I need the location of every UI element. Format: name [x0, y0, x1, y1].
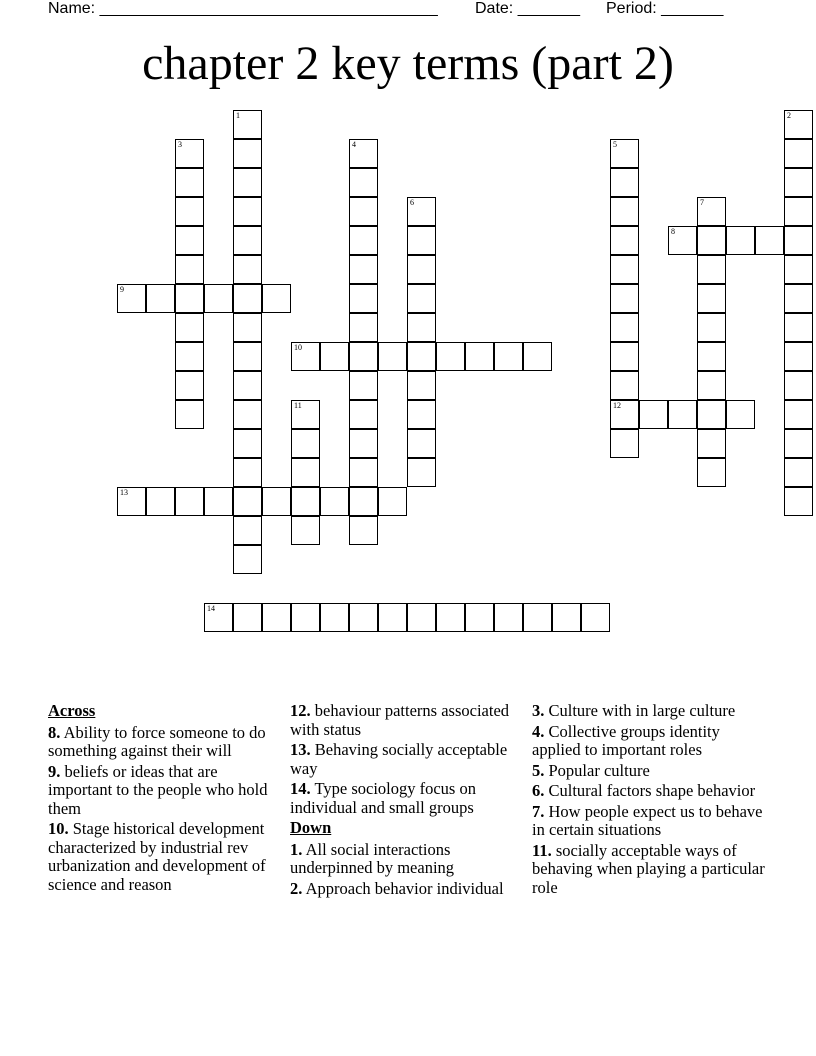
crossword-cell[interactable]: [291, 487, 320, 516]
clue-number: 10: [294, 343, 302, 352]
clue-number: 8: [671, 227, 675, 236]
crossword-cell[interactable]: [407, 197, 436, 226]
crossword-cell[interactable]: [378, 603, 407, 632]
crossword-cell[interactable]: [639, 400, 668, 429]
clue-down-2: 2. Approach behavior individual: [290, 878, 504, 898]
crossword-cell[interactable]: [175, 342, 204, 371]
crossword-cell[interactable]: [233, 400, 262, 429]
crossword-cell[interactable]: [784, 487, 813, 516]
crossword-cell[interactable]: [610, 400, 639, 429]
crossword-cell[interactable]: [726, 400, 755, 429]
crossword-cell[interactable]: [349, 284, 378, 313]
page-title: chapter 2 key terms (part 2): [142, 37, 674, 90]
crossword-cell[interactable]: [436, 603, 465, 632]
crossword-cell[interactable]: [784, 313, 813, 342]
crossword-cell[interactable]: [465, 603, 494, 632]
crossword-cell[interactable]: [291, 400, 320, 429]
crossword-cell[interactable]: [349, 342, 378, 371]
name-field-label: Name: ______________________________________: [48, 0, 438, 17]
clue-number: 14: [207, 604, 215, 613]
crossword-cell[interactable]: [465, 342, 494, 371]
clue-number: 1: [236, 111, 240, 120]
crossword-cell[interactable]: [610, 371, 639, 400]
crossword-cell[interactable]: [117, 487, 146, 516]
clue-number: 4: [352, 140, 356, 149]
crossword-cell[interactable]: [407, 603, 436, 632]
date-field-label: Date: _______: [475, 0, 580, 17]
crossword-cell[interactable]: [784, 458, 813, 487]
clue-across-13: 13. Behaving socially acceptable way: [290, 740, 508, 778]
crossword-cell[interactable]: [204, 284, 233, 313]
crossword-cell[interactable]: [697, 371, 726, 400]
crossword-cell[interactable]: [552, 603, 581, 632]
crossword-cell[interactable]: [349, 458, 378, 487]
crossword-cell[interactable]: [233, 429, 262, 458]
crossword-cell[interactable]: [175, 197, 204, 226]
crossword-cell[interactable]: [175, 139, 204, 168]
crossword-cell[interactable]: [204, 603, 233, 632]
crossword-cell[interactable]: [146, 284, 175, 313]
crossword-cell[interactable]: [233, 603, 262, 632]
crossword-cell[interactable]: [610, 313, 639, 342]
crossword-cell[interactable]: [407, 429, 436, 458]
clue-across-8: 8. Ability to force someone to do something against their will: [48, 722, 266, 760]
clue-down-11: 11. socially acceptable ways of behaving when playing a particular role: [532, 840, 765, 897]
crossword-cell[interactable]: [291, 429, 320, 458]
clue-column-2: [290, 702, 516, 900]
crossword-cell[interactable]: [436, 342, 465, 371]
crossword-cell[interactable]: [697, 342, 726, 371]
crossword-cell[interactable]: [784, 342, 813, 371]
crossword-cell[interactable]: [697, 313, 726, 342]
crossword-cell[interactable]: [610, 197, 639, 226]
crossword-cell[interactable]: [262, 487, 291, 516]
crossword-cell[interactable]: [175, 255, 204, 284]
crossword-cell[interactable]: [407, 342, 436, 371]
crossword-cell[interactable]: [697, 458, 726, 487]
clue-across-12: 12. behaviour patterns associated with status: [290, 701, 510, 739]
clue-down-4: 4. Collective groups identity applied to important roles: [532, 721, 720, 759]
crossword-cell[interactable]: [349, 226, 378, 255]
crossword-cell[interactable]: [204, 487, 233, 516]
crossword-cell[interactable]: [755, 226, 784, 255]
crossword-cell[interactable]: [233, 371, 262, 400]
crossword-cell[interactable]: [349, 429, 378, 458]
crossword-cell[interactable]: [784, 168, 813, 197]
crossword-cell[interactable]: [233, 197, 262, 226]
crossword-cell[interactable]: [175, 371, 204, 400]
crossword-cell[interactable]: [233, 255, 262, 284]
crossword-cell[interactable]: [233, 545, 262, 574]
crossword-cell[interactable]: [668, 400, 697, 429]
crossword-cell[interactable]: [407, 255, 436, 284]
crossword-cell[interactable]: [349, 313, 378, 342]
clue-number: 6: [410, 198, 414, 207]
crossword-cell[interactable]: [697, 429, 726, 458]
crossword-cell[interactable]: [349, 139, 378, 168]
crossword-cell[interactable]: [175, 284, 204, 313]
clue-across-10: 10. Stage historical development characterized by industrial rev urbanization and development of science and reason: [48, 819, 266, 894]
crossword-cell[interactable]: [407, 226, 436, 255]
crossword-cell[interactable]: [291, 342, 320, 371]
crossword-cell[interactable]: [610, 284, 639, 313]
crossword-cell[interactable]: [175, 400, 204, 429]
clue-across-14: 14. Type sociology focus on individual and small groups: [290, 779, 476, 817]
crossword-cell[interactable]: [349, 168, 378, 197]
crossword-cell[interactable]: [523, 603, 552, 632]
crossword-cell[interactable]: [494, 342, 523, 371]
clue-number: 9: [120, 285, 124, 294]
crossword-cell[interactable]: [233, 313, 262, 342]
crossword-cell[interactable]: [291, 603, 320, 632]
crossword-cell[interactable]: [610, 139, 639, 168]
crossword-cell[interactable]: [378, 487, 407, 516]
crossword-cell[interactable]: [233, 226, 262, 255]
crossword-cell[interactable]: [697, 197, 726, 226]
crossword-cell[interactable]: [610, 342, 639, 371]
across-heading: Across: [48, 701, 96, 720]
crossword-cell[interactable]: [233, 139, 262, 168]
crossword-cell[interactable]: [407, 458, 436, 487]
crossword-cell[interactable]: [233, 342, 262, 371]
crossword-cell[interactable]: [320, 487, 349, 516]
crossword-cell[interactable]: [784, 371, 813, 400]
clue-down-6: 6. Cultural factors shape behavior: [532, 781, 756, 800]
crossword-cell[interactable]: [784, 284, 813, 313]
crossword-cell[interactable]: [610, 255, 639, 284]
crossword-cell[interactable]: [175, 313, 204, 342]
crossword-cell[interactable]: [233, 516, 262, 545]
crossword-cell[interactable]: [233, 284, 262, 313]
crossword-cell[interactable]: [233, 168, 262, 197]
crossword-cell[interactable]: [581, 603, 610, 632]
crossword-cell[interactable]: [378, 342, 407, 371]
crossword-cell[interactable]: [726, 226, 755, 255]
crossword-cell[interactable]: [610, 429, 639, 458]
crossword-cell[interactable]: [233, 487, 262, 516]
crossword-cell[interactable]: [175, 168, 204, 197]
crossword-cell[interactable]: [494, 603, 523, 632]
crossword-cell[interactable]: [291, 516, 320, 545]
crossword-cell[interactable]: [117, 284, 146, 313]
crossword-cell[interactable]: [407, 371, 436, 400]
clue-number: 2: [787, 111, 791, 120]
clue-across-9: 9. beliefs or ideas that are important to the people who hold them: [48, 761, 268, 818]
crossword-cell[interactable]: [610, 168, 639, 197]
clue-number: 5: [613, 140, 617, 149]
crossword-cell[interactable]: [262, 603, 291, 632]
crossword-cell[interactable]: [262, 284, 291, 313]
clue-number: 7: [700, 198, 704, 207]
clue-down-5: 5. Popular culture: [532, 760, 650, 780]
crossword-cell[interactable]: [175, 487, 204, 516]
crossword-cell[interactable]: [349, 516, 378, 545]
crossword-cell[interactable]: [407, 400, 436, 429]
crossword-cell[interactable]: [784, 255, 813, 284]
crossword-cell[interactable]: [610, 226, 639, 255]
crossword-cell[interactable]: [349, 371, 378, 400]
clue-down-1: 1. All social interactions underpinned by meaning: [290, 839, 455, 877]
crossword-cell[interactable]: [349, 197, 378, 226]
crossword-cell[interactable]: [784, 429, 813, 458]
crossword-cell[interactable]: [697, 284, 726, 313]
crossword-cell[interactable]: [233, 458, 262, 487]
crossword-cell[interactable]: [784, 110, 813, 139]
crossword-cell[interactable]: [668, 226, 697, 255]
period-field-label: Period: _______: [606, 0, 724, 17]
crossword-cell[interactable]: [697, 226, 726, 255]
clue-column-1: [48, 702, 284, 896]
crossword-cell[interactable]: [784, 400, 813, 429]
clue-number: 13: [120, 488, 128, 497]
crossword-cell[interactable]: [349, 603, 378, 632]
clue-down-7: 7. How people expect us to behave in certain situations: [532, 801, 763, 839]
crossword-cell[interactable]: [349, 400, 378, 429]
crossword-cell[interactable]: [697, 255, 726, 284]
crossword-cell[interactable]: [523, 342, 552, 371]
crossword-cell[interactable]: [407, 284, 436, 313]
clue-number: 3: [178, 140, 182, 149]
crossword-cell[interactable]: [233, 110, 262, 139]
crossword-cell[interactable]: [291, 458, 320, 487]
crossword-cell[interactable]: [175, 226, 204, 255]
crossword-cell[interactable]: [320, 603, 349, 632]
clue-number: 12: [613, 401, 621, 410]
crossword-cell[interactable]: [784, 139, 813, 168]
crossword-cell[interactable]: [784, 226, 813, 255]
crossword-cell[interactable]: [349, 487, 378, 516]
crossword-cell[interactable]: [784, 197, 813, 226]
crossword-cell[interactable]: [349, 255, 378, 284]
clue-number: 11: [294, 401, 302, 410]
clue-down-3: 3. Culture with in large culture: [532, 701, 736, 720]
down-heading: Down: [290, 818, 332, 837]
crossword-cell[interactable]: [697, 400, 726, 429]
crossword-cell[interactable]: [320, 342, 349, 371]
clue-column-3: [532, 702, 768, 899]
crossword-cell[interactable]: [146, 487, 175, 516]
crossword-cell[interactable]: [407, 313, 436, 342]
